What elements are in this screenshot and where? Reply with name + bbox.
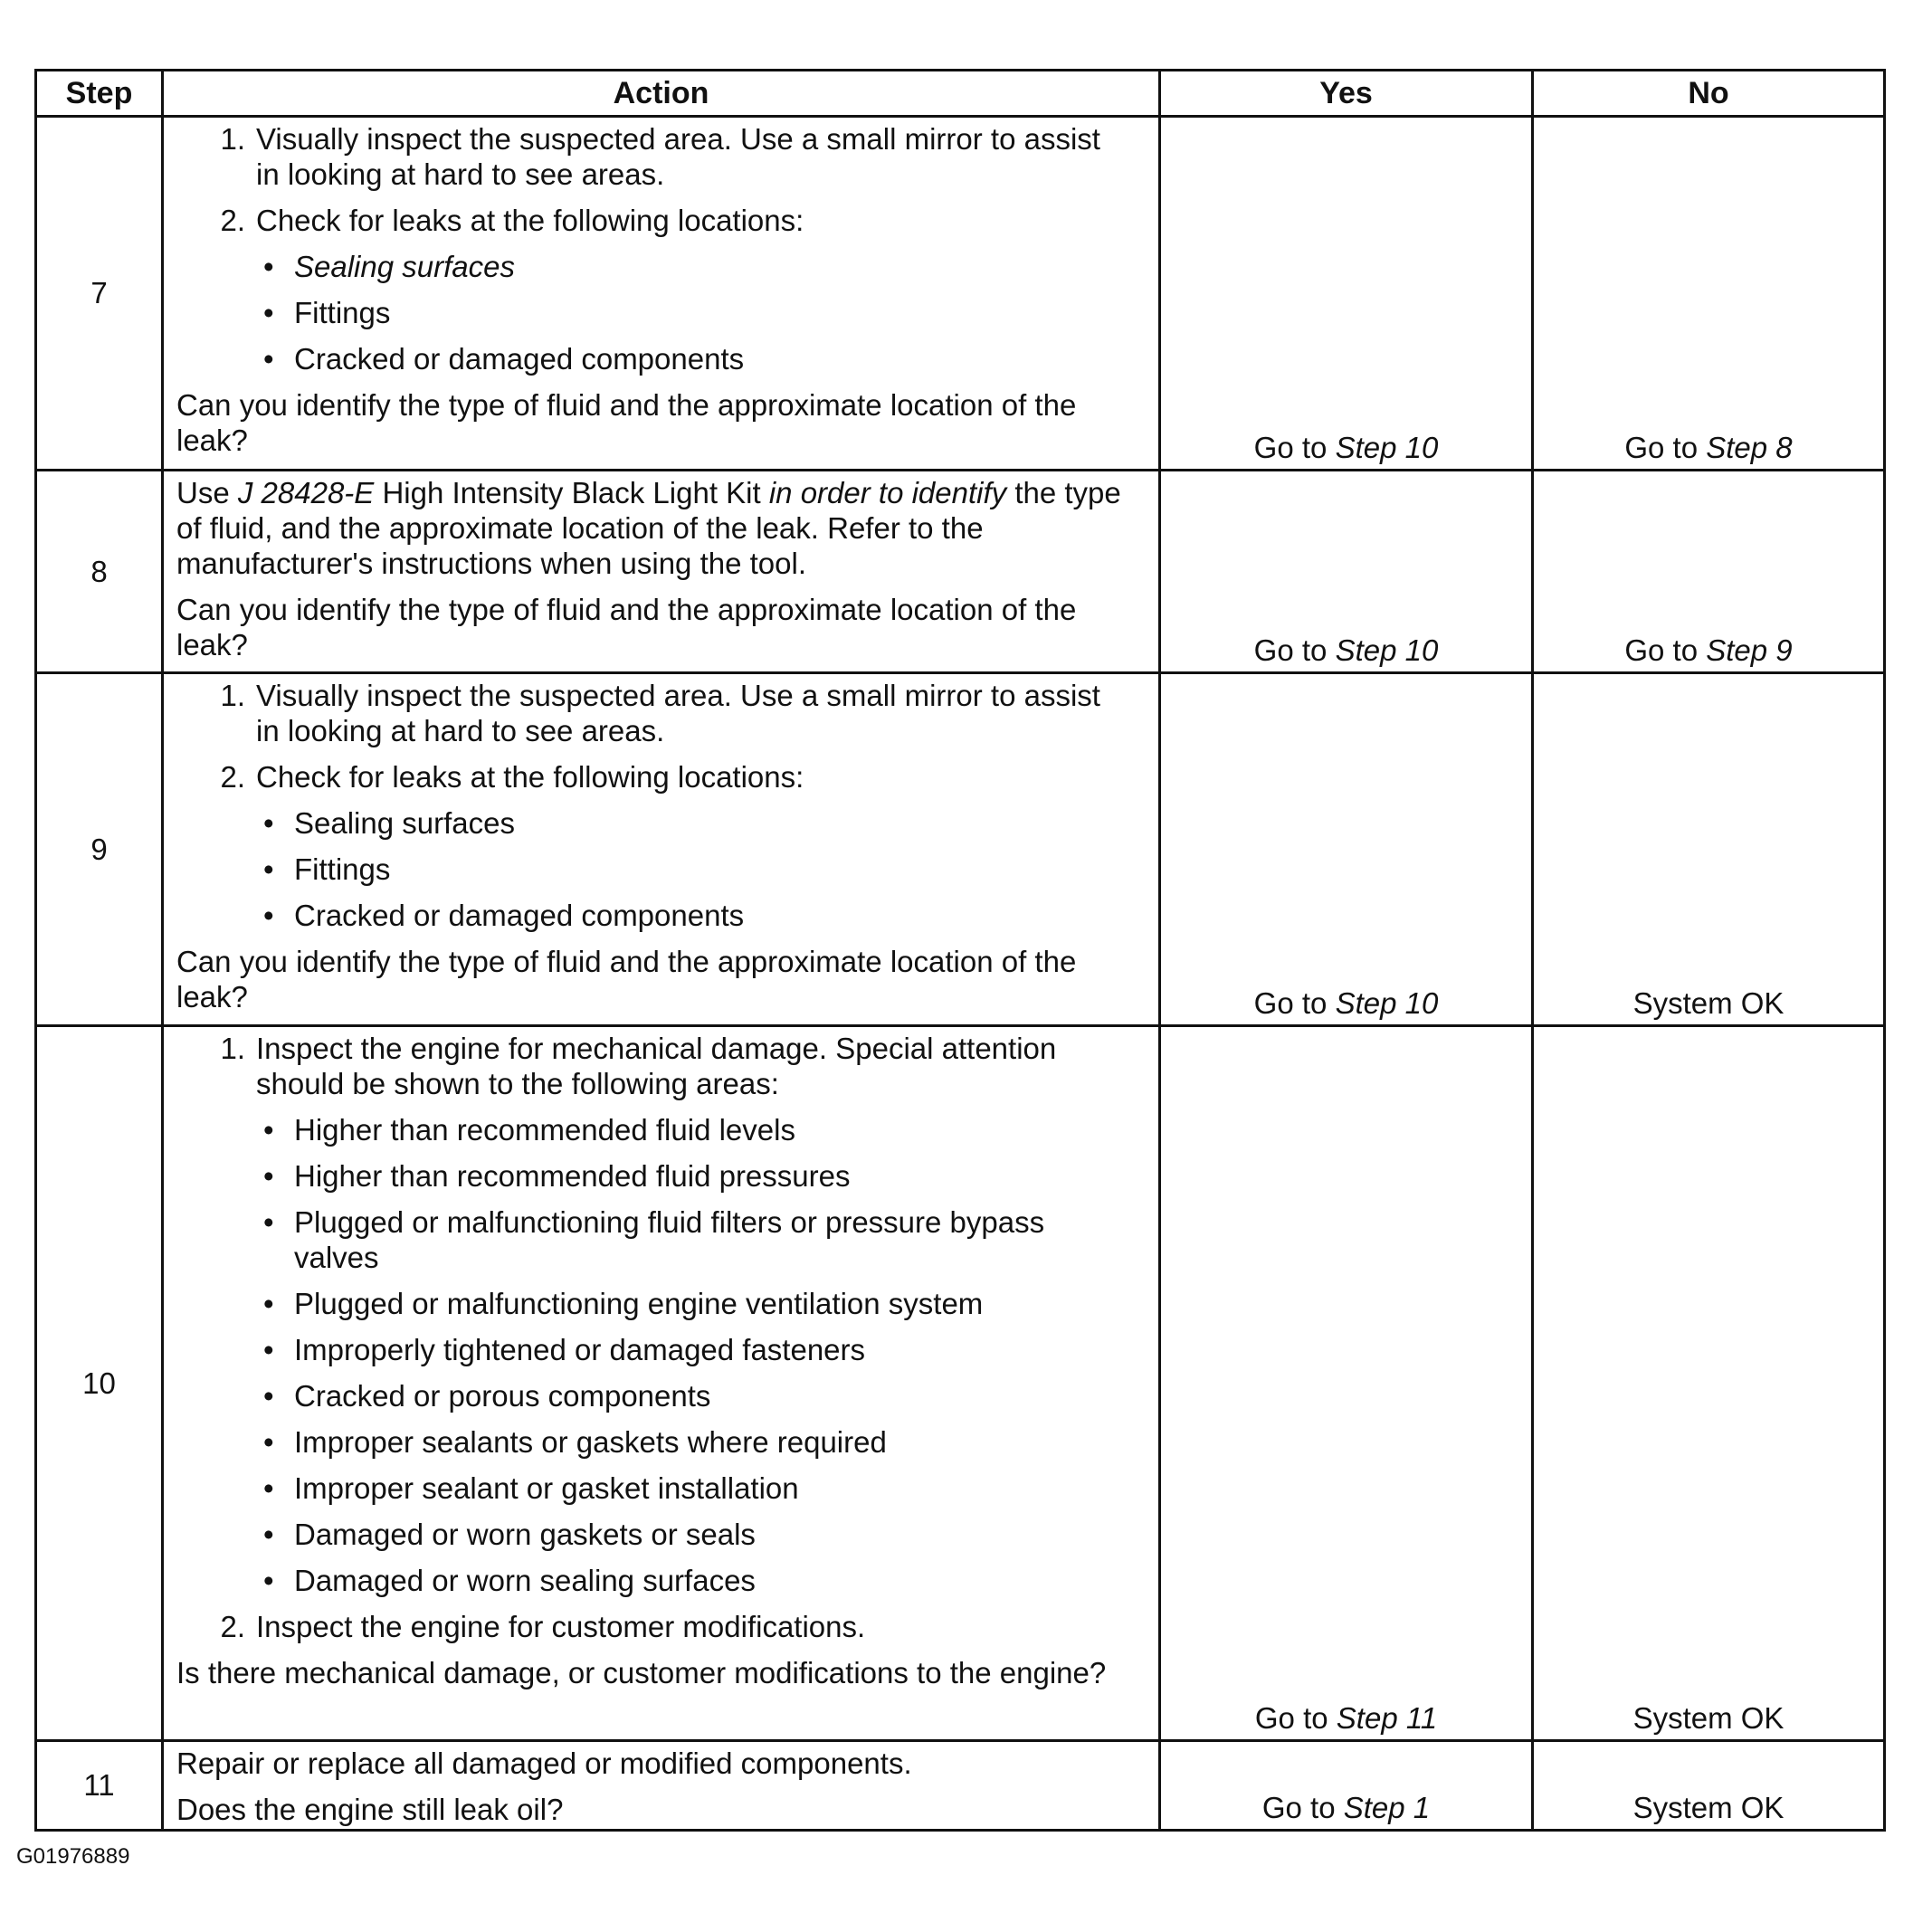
yes-result [1160, 1026, 1533, 1741]
bullet-item [176, 1158, 1131, 1194]
step-link[interactable]: Step 9 [1706, 633, 1793, 667]
action-cell [163, 1741, 1160, 1831]
bullet-icon: • [263, 1564, 274, 1597]
bullet-icon: • [263, 1159, 274, 1193]
bullet-icon: • [263, 806, 274, 840]
para-text: the type of fluid, and the approximate location of the leak. Refer to the manufacturer's instructions when using the tool. [176, 476, 1121, 580]
action-cell [163, 1026, 1160, 1741]
bullet-text: Improper sealant or gasket installation [294, 1471, 799, 1505]
go-to-text: Go to [1253, 431, 1336, 464]
numbered-item [176, 203, 1131, 238]
table-row-step-10 [36, 1026, 1885, 1741]
bullet-text: Cracked or damaged components [294, 342, 745, 376]
table-row-step-7 [36, 117, 1885, 471]
bullet-text: Plugged or malfunctioning fluid filters or pressure bypass valves [294, 1205, 1045, 1274]
question-text: Is there mechanical damage, or customer modifications to the engine? [176, 1656, 1107, 1689]
bullet-text: Sealing surfaces [294, 806, 515, 840]
action-cell [163, 471, 1160, 673]
instruction-paragraph: Repair or replace all damaged or modified components. [176, 1746, 912, 1780]
bullet-item [176, 852, 1131, 887]
step-link[interactable]: Step 8 [1706, 431, 1793, 464]
bullet-text: Sealing surfaces [294, 250, 515, 283]
bullet-icon: • [263, 296, 274, 329]
action-cell [163, 117, 1160, 471]
yes-result [1160, 117, 1533, 471]
header-yes: Yes [1160, 71, 1533, 117]
para-text: in order to identify [768, 476, 1007, 509]
bullet-item [176, 805, 1131, 841]
go-to-text: Go to [1254, 1701, 1337, 1735]
item-number: 1. [220, 1032, 245, 1065]
item-number: 2. [220, 1610, 245, 1643]
bullet-text: Plugged or malfunctioning engine ventilation system [294, 1287, 984, 1320]
yes-result [1160, 1741, 1533, 1831]
bullet-text: Improperly tightened or damaged fasteners [294, 1333, 866, 1366]
diagnostic-table [34, 69, 1886, 1832]
item-number: 2. [220, 204, 245, 237]
question-text: Can you identify the type of fluid and the approximate location of the leak? [176, 945, 1077, 1014]
header-step: Step [36, 71, 163, 117]
bullet-item [176, 1204, 1131, 1275]
step-link[interactable]: Step 10 [1335, 986, 1439, 1020]
item-number: 2. [220, 760, 245, 794]
instruction-paragraph [176, 475, 1131, 581]
bullet-icon: • [263, 342, 274, 376]
bullet-icon: • [263, 1205, 274, 1239]
question-text: Can you identify the type of fluid and the approximate location of the leak? [176, 593, 1077, 661]
step-link[interactable]: Step 10 [1335, 431, 1439, 464]
bullet-item [176, 295, 1131, 330]
numbered-item [176, 759, 1131, 795]
bullet-text: Cracked or damaged components [294, 899, 745, 932]
tool-number: J 28428-E [237, 476, 375, 509]
bullet-item [176, 1112, 1131, 1147]
bullet-item [176, 1286, 1131, 1321]
item-number: 1. [220, 679, 245, 712]
go-to-text: Go to [1253, 633, 1336, 667]
go-to-text: Go to [1253, 986, 1336, 1020]
no-result: System OK [1533, 673, 1885, 1026]
no-result [1533, 471, 1885, 673]
para-text: Use [176, 476, 238, 509]
yes-result [1160, 471, 1533, 673]
action-cell [163, 673, 1160, 1026]
bullet-text: Higher than recommended fluid levels [294, 1113, 795, 1147]
item-text: Inspect the engine for customer modifications. [256, 1610, 866, 1643]
table-row-step-9 [36, 673, 1885, 1026]
step-number: 10 [36, 1026, 163, 1741]
bullet-icon: • [263, 1379, 274, 1413]
no-result [1533, 117, 1885, 471]
header-action: Action [163, 71, 1160, 117]
bullet-text: Damaged or worn sealing surfaces [294, 1564, 756, 1597]
step-link[interactable]: Step 11 [1336, 1701, 1438, 1735]
bullet-icon: • [263, 250, 274, 283]
bullet-item [176, 341, 1131, 376]
numbered-item [176, 121, 1131, 192]
table-row-step-11 [36, 1741, 1885, 1831]
bullet-item [176, 1378, 1131, 1413]
step-link[interactable]: Step 1 [1343, 1791, 1431, 1824]
no-result: System OK [1533, 1026, 1885, 1741]
bullet-text: Fittings [294, 852, 391, 886]
bullet-text: Damaged or worn gaskets or seals [294, 1518, 756, 1551]
bullet-item [176, 1424, 1131, 1460]
step-number: 9 [36, 673, 163, 1026]
step-number: 11 [36, 1741, 163, 1831]
bullet-icon: • [263, 1425, 274, 1459]
bullet-icon: • [263, 1113, 274, 1147]
bullet-text: Cracked or porous components [294, 1379, 711, 1413]
yes-result [1160, 673, 1533, 1026]
header-no: No [1533, 71, 1885, 117]
tool-name: High Intensity Black Light Kit [374, 476, 769, 509]
step-number: 8 [36, 471, 163, 673]
bullet-text: Fittings [294, 296, 391, 329]
bullet-item [176, 249, 1131, 284]
bullet-icon: • [263, 1471, 274, 1505]
bullet-icon: • [263, 1287, 274, 1320]
bullet-item [176, 898, 1131, 933]
bullet-text: Improper sealants or gaskets where required [294, 1425, 887, 1459]
item-text: Visually inspect the suspected area. Use a small mirror to assist in looking at hard to see areas. [256, 679, 1100, 747]
figure-code: G01976889 [16, 1844, 130, 1869]
question-text: Can you identify the type of fluid and the approximate location of the leak? [176, 388, 1077, 457]
bullet-item [176, 1470, 1131, 1506]
bullet-text: Higher than recommended fluid pressures [294, 1159, 851, 1193]
go-to-text: Go to [1624, 633, 1707, 667]
numbered-item [176, 1031, 1131, 1101]
bullet-item [176, 1332, 1131, 1367]
numbered-item [176, 678, 1131, 748]
item-text: Inspect the engine for mechanical damage. Special attention should be shown to the following areas: [256, 1032, 1057, 1100]
go-to-text: Go to [1261, 1791, 1344, 1824]
question-text: Does the engine still leak oil? [176, 1793, 564, 1826]
step-number: 7 [36, 117, 163, 471]
bullet-item [176, 1517, 1131, 1552]
item-number: 1. [220, 122, 245, 156]
bullet-icon: • [263, 852, 274, 886]
step-link[interactable]: Step 10 [1335, 633, 1439, 667]
bullet-icon: • [263, 1333, 274, 1366]
no-result: System OK [1533, 1741, 1885, 1831]
header-row [36, 71, 1885, 117]
go-to-text: Go to [1624, 431, 1707, 464]
item-text: Check for leaks at the following locations: [256, 204, 804, 237]
bullet-icon: • [263, 899, 274, 932]
table-row-step-8 [36, 471, 1885, 673]
item-text: Check for leaks at the following locations: [256, 760, 804, 794]
bullet-item [176, 1563, 1131, 1598]
bullet-icon: • [263, 1518, 274, 1551]
item-text: Visually inspect the suspected area. Use a small mirror to assist in looking at hard to see areas. [256, 122, 1100, 191]
numbered-item [176, 1609, 1131, 1644]
